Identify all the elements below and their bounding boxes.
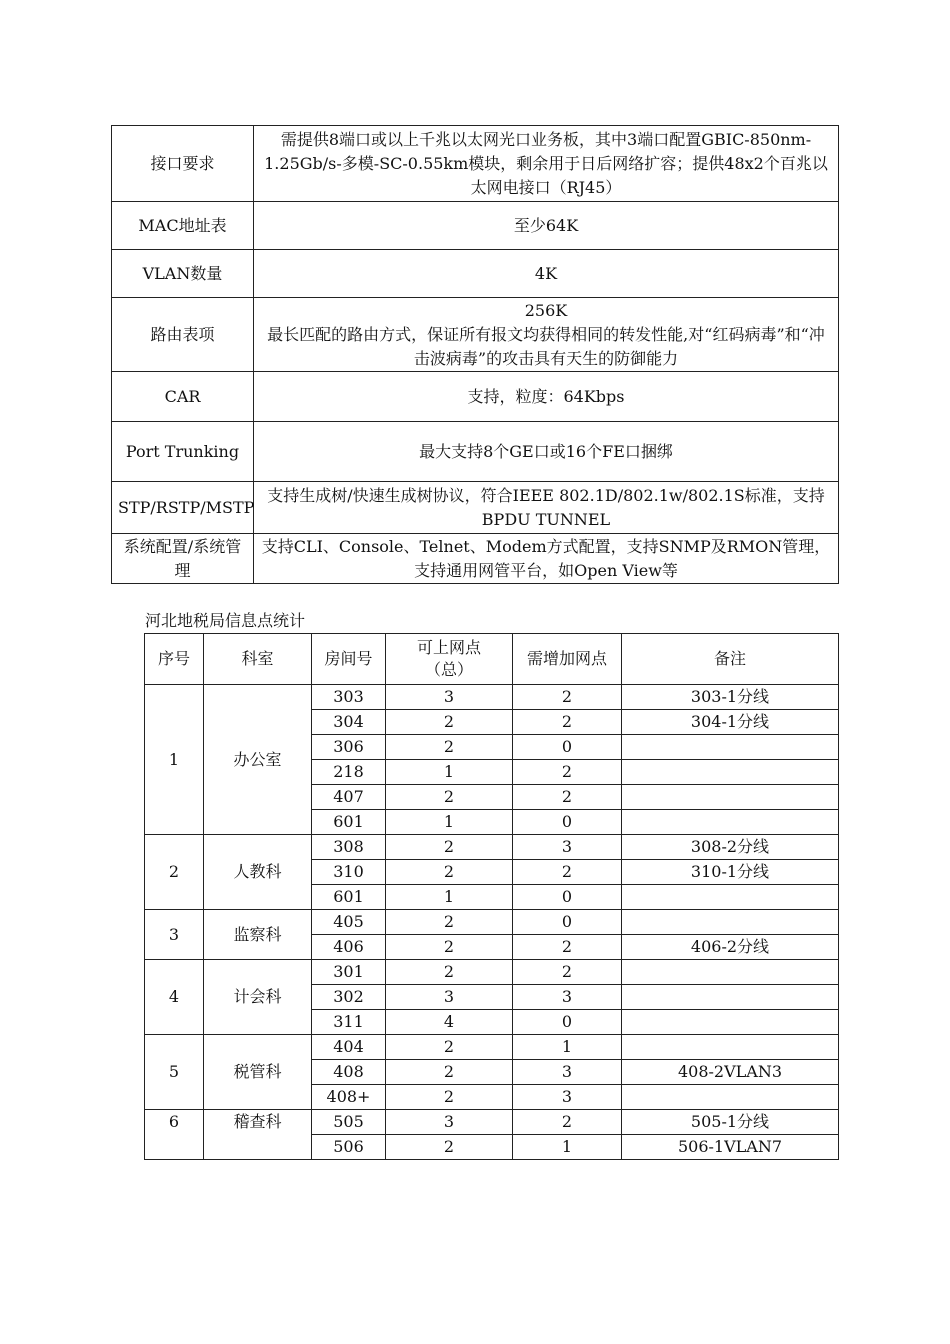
header-dept: 科室 — [204, 634, 312, 685]
cell-add: 2 — [513, 935, 622, 960]
cell-room: 601 — [312, 885, 386, 910]
spec-row-route — [112, 298, 839, 372]
table-row — [145, 910, 839, 935]
spec-value-line1: 256K — [524, 300, 568, 320]
table-row — [145, 1110, 839, 1135]
stats-body — [145, 685, 839, 1160]
cell-add: 3 — [513, 985, 622, 1010]
cell-no: 1 — [145, 685, 204, 835]
spec-name: VLAN数量 — [112, 250, 254, 298]
cell-total: 2 — [386, 910, 513, 935]
table-row — [145, 685, 839, 710]
cell-dept: 人教科 — [204, 835, 312, 910]
table-row — [145, 960, 839, 985]
spec-name: STP/RSTP/MSTP — [112, 482, 254, 534]
spec-value: 最大支持8个GE口或16个FE口捆绑 — [254, 422, 839, 482]
cell-add: 0 — [513, 885, 622, 910]
cell-note — [622, 785, 839, 810]
spec-value: 需提供8端口或以上千兆以太网光口业务板，其中3端口配置GBIC-850nm-1.25Gb/s-多模-SC-0.55km模块，剩余用于日后网络扩容；提供48x2个百兆以太网电接口（RJ45） — [254, 126, 839, 202]
spec-table — [111, 125, 839, 584]
cell-room: 408 — [312, 1060, 386, 1085]
cell-add: 2 — [513, 860, 622, 885]
spec-value: 支持，粒度：64Kbps — [254, 372, 839, 422]
cell-room: 408+ — [312, 1085, 386, 1110]
cell-dept: 计会科 — [204, 960, 312, 1035]
cell-room: 505 — [312, 1110, 386, 1135]
cell-room: 405 — [312, 910, 386, 935]
cell-no: 2 — [145, 835, 204, 910]
cell-room: 311 — [312, 1010, 386, 1035]
cell-room: 601 — [312, 810, 386, 835]
cell-add: 2 — [513, 760, 622, 785]
cell-add: 0 — [513, 1010, 622, 1035]
cell-room: 407 — [312, 785, 386, 810]
cell-add: 2 — [513, 960, 622, 985]
cell-total: 2 — [386, 710, 513, 735]
spec-value: 支持CLI、Console、Telnet、Modem方式配置，支持SNMP及RMON管理，支持通用网管平台，如Open View等 — [254, 534, 839, 584]
header-total: 可上网点（总） — [386, 634, 513, 685]
header-add: 需增加网点 — [513, 634, 622, 685]
cell-room: 506 — [312, 1135, 386, 1160]
cell-dept: 税管科 — [204, 1035, 312, 1110]
cell-add: 2 — [513, 685, 622, 710]
cell-total: 1 — [386, 760, 513, 785]
cell-room: 301 — [312, 960, 386, 985]
spec-name: 接口要求 — [112, 126, 254, 202]
spec-name: 系统配置/系统管理 — [112, 534, 254, 584]
table-row — [145, 1035, 839, 1060]
spec-name: 路由表项 — [112, 298, 254, 372]
cell-total: 2 — [386, 960, 513, 985]
cell-note — [622, 1085, 839, 1110]
spec-value: 4K — [254, 250, 839, 298]
cell-no: 6 — [145, 1110, 204, 1160]
cell-note: 308-2分线 — [622, 835, 839, 860]
stats-table — [144, 633, 839, 1160]
cell-total: 1 — [386, 810, 513, 835]
spec-row-stp — [112, 482, 839, 534]
cell-note — [622, 760, 839, 785]
cell-note — [622, 960, 839, 985]
cell-room: 406 — [312, 935, 386, 960]
cell-total: 2 — [386, 785, 513, 810]
table-row — [145, 835, 839, 860]
cell-add: 2 — [513, 1110, 622, 1135]
cell-note — [622, 985, 839, 1010]
header-no: 序号 — [145, 634, 204, 685]
header-note: 备注 — [622, 634, 839, 685]
cell-room: 404 — [312, 1035, 386, 1060]
cell-total: 3 — [386, 1110, 513, 1135]
spec-row-vlan — [112, 250, 839, 298]
cell-total: 2 — [386, 1035, 513, 1060]
cell-note: 310-1分线 — [622, 860, 839, 885]
spec-value: 至少64K — [254, 202, 839, 250]
spec-row-car — [112, 372, 839, 422]
spec-name: Port Trunking — [112, 422, 254, 482]
cell-add: 1 — [513, 1135, 622, 1160]
cell-add: 2 — [513, 710, 622, 735]
cell-add: 3 — [513, 1085, 622, 1110]
cell-note: 303-1分线 — [622, 685, 839, 710]
cell-total: 1 — [386, 885, 513, 910]
cell-add: 3 — [513, 835, 622, 860]
cell-room: 304 — [312, 710, 386, 735]
cell-add: 0 — [513, 810, 622, 835]
spec-row-trunking — [112, 422, 839, 482]
cell-room: 303 — [312, 685, 386, 710]
cell-dept: 办公室 — [204, 685, 312, 835]
cell-note — [622, 885, 839, 910]
stats-caption: 河北地税局信息点统计 — [145, 611, 306, 630]
cell-add: 0 — [513, 910, 622, 935]
spec-row-mac — [112, 202, 839, 250]
cell-note: 505-1分线 — [622, 1110, 839, 1135]
cell-note — [622, 810, 839, 835]
cell-total: 2 — [386, 935, 513, 960]
spec-value-line2: 最长匹配的路由方式，保证所有报文均获得相同的转发性能,对“红码病毒”和“冲击波病毒”的攻击具有天生的防御能力 — [267, 324, 825, 368]
cell-note — [622, 910, 839, 935]
header-room: 房间号 — [312, 634, 386, 685]
cell-total: 4 — [386, 1010, 513, 1035]
cell-total: 3 — [386, 685, 513, 710]
cell-note — [622, 1035, 839, 1060]
spec-row-mgmt — [112, 534, 839, 584]
cell-note: 406-2分线 — [622, 935, 839, 960]
cell-total: 2 — [386, 1085, 513, 1110]
cell-dept: 稽查科 — [204, 1110, 312, 1160]
cell-add: 0 — [513, 735, 622, 760]
cell-room: 218 — [312, 760, 386, 785]
cell-note — [622, 735, 839, 760]
spec-name: MAC地址表 — [112, 202, 254, 250]
cell-room: 310 — [312, 860, 386, 885]
cell-no: 4 — [145, 960, 204, 1035]
cell-add: 2 — [513, 785, 622, 810]
cell-no: 5 — [145, 1035, 204, 1110]
stats-header-row — [145, 634, 839, 685]
spec-name: CAR — [112, 372, 254, 422]
cell-dept: 监察科 — [204, 910, 312, 960]
cell-total: 2 — [386, 735, 513, 760]
cell-add: 3 — [513, 1060, 622, 1085]
cell-add: 1 — [513, 1035, 622, 1060]
cell-total: 3 — [386, 985, 513, 1010]
spec-value: 支持生成树/快速生成树协议，符合IEEE 802.1D/802.1w/802.1S标准，支持BPDU TUNNEL — [254, 482, 839, 534]
spec-row-interface — [112, 126, 839, 202]
cell-room: 302 — [312, 985, 386, 1010]
cell-total: 2 — [386, 835, 513, 860]
cell-total: 2 — [386, 1060, 513, 1085]
cell-no: 3 — [145, 910, 204, 960]
cell-room: 308 — [312, 835, 386, 860]
cell-note: 408-2VLAN3 — [622, 1060, 839, 1085]
spec-value — [254, 298, 839, 372]
cell-note: 304-1分线 — [622, 710, 839, 735]
cell-total: 2 — [386, 860, 513, 885]
cell-note — [622, 1010, 839, 1035]
cell-total: 2 — [386, 1135, 513, 1160]
cell-room: 306 — [312, 735, 386, 760]
cell-note: 506-1VLAN7 — [622, 1135, 839, 1160]
